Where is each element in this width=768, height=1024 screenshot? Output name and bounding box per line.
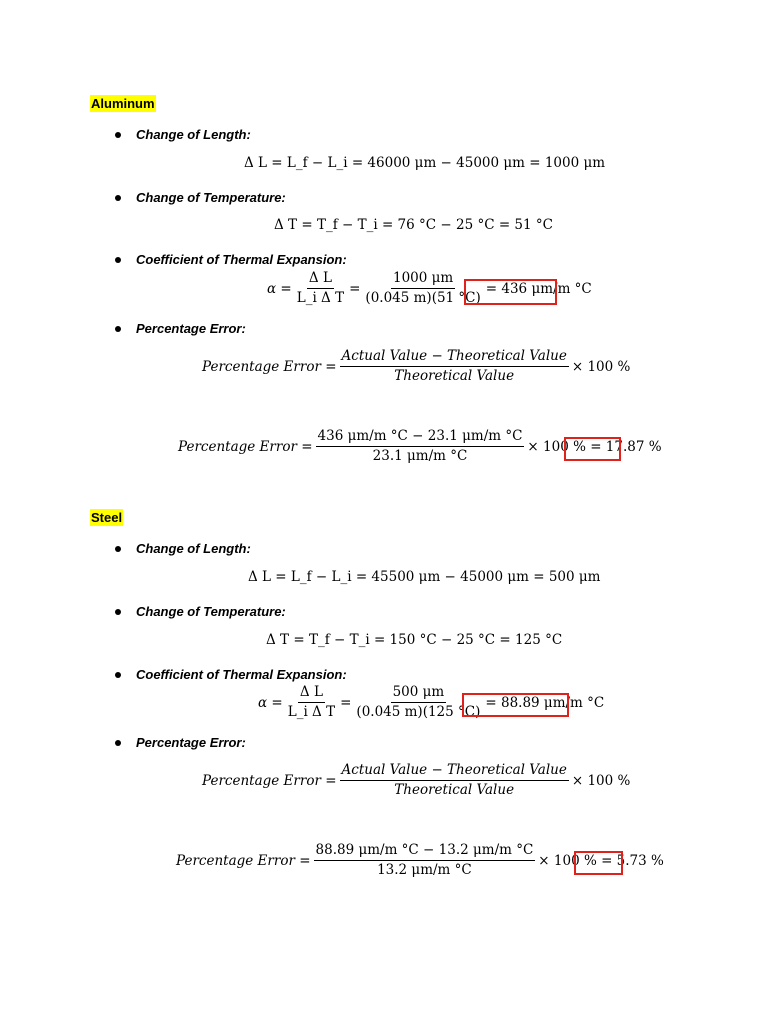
- numerator: 500 μm: [391, 684, 447, 703]
- numerator: 88.89 μm/m °C − 13.2 μm/m °C: [314, 842, 536, 861]
- denominator: 23.1 μm/m °C: [372, 448, 468, 464]
- calc-lhs: Percentage Error =: [178, 438, 313, 455]
- numerator: 436 μm/m °C − 23.1 μm/m °C: [316, 428, 525, 447]
- equals-sign: =: [340, 694, 352, 711]
- fraction: [340, 762, 569, 799]
- bullet-percentage-error: [136, 735, 246, 750]
- denominator: 13.2 μm/m °C: [377, 862, 472, 878]
- formula-lhs: Percentage Error =: [202, 358, 337, 375]
- section-heading-aluminum: Aluminum: [91, 96, 155, 111]
- bullet-label: Change of Temperature:: [136, 190, 286, 205]
- denominator: Theoretical Value: [394, 368, 515, 384]
- denominator: L_i Δ T: [296, 290, 345, 306]
- bullet-label: Percentage Error:: [136, 735, 246, 750]
- bullet-coefficient-of-thermal-expansion: [136, 252, 347, 267]
- bullet-label: Coefficient of Thermal Expansion:: [136, 252, 347, 267]
- bullet-label: Change of Temperature:: [136, 604, 286, 619]
- equals-sign: =: [349, 280, 361, 297]
- equation-change-of-temperature: Δ T = T_f − T_i = 76 °C − 25 °C = 51 °C: [274, 217, 553, 233]
- bullet-change-of-temperature: [136, 604, 286, 619]
- annotation-box: [464, 279, 557, 305]
- equation-change-of-temperature: Δ T = T_f − T_i = 150 °C − 25 °C = 125 °C: [266, 632, 563, 648]
- alpha-lhs: α =: [258, 694, 283, 711]
- numerator: Actual Value − Theoretical Value: [340, 762, 569, 781]
- numerator: 1000 μm: [391, 270, 455, 289]
- bullet-change-of-length: [136, 127, 251, 142]
- equation-percentage-error-formula: [202, 762, 630, 799]
- calc-tail: × 100 % = 5.73 %: [538, 852, 664, 869]
- bullet-dot: [115, 132, 121, 138]
- alpha-lhs: α =: [267, 280, 292, 297]
- fraction: [286, 684, 337, 721]
- bullet-change-of-temperature: [136, 190, 286, 205]
- section-heading-steel: Steel: [91, 510, 123, 525]
- fraction: [340, 348, 569, 385]
- calc-tail: × 100 % = 17.87 %: [527, 438, 662, 455]
- bullet-label: Change of Length:: [136, 127, 251, 142]
- bullet-percentage-error: [136, 321, 246, 336]
- bullet-dot: [115, 326, 121, 332]
- denominator: Theoretical Value: [394, 782, 515, 798]
- bullet-label: Coefficient of Thermal Expansion:: [136, 667, 347, 682]
- numerator: Δ L: [298, 684, 325, 703]
- result-value: = 88.89 μm/m °C: [485, 694, 605, 711]
- fraction: [295, 270, 346, 307]
- annotation-box: [564, 437, 621, 461]
- bullet-dot: [115, 546, 121, 552]
- denominator: (0.045 m)(125 °C): [356, 704, 481, 720]
- bullet-dot: [115, 257, 121, 263]
- result-value: = 436 μm/m °C: [485, 280, 592, 297]
- bullet-label: Change of Length:: [136, 541, 251, 556]
- numerator: Actual Value − Theoretical Value: [340, 348, 569, 367]
- fraction: [316, 428, 525, 465]
- denominator: L_i Δ T: [287, 704, 336, 720]
- calc-lhs: Percentage Error =: [176, 852, 311, 869]
- annotation-box: [574, 851, 623, 875]
- bullet-label: Percentage Error:: [136, 321, 246, 336]
- equation-percentage-error-formula: [202, 348, 630, 385]
- bullet-dot: [115, 740, 121, 746]
- fraction: [314, 842, 536, 879]
- bullet-dot: [115, 195, 121, 201]
- equation-change-of-length: Δ L = L_f − L_i = 46000 μm − 45000 μm = 1000 μm: [244, 155, 606, 171]
- formula-tail: × 100 %: [571, 358, 631, 375]
- numerator: Δ L: [307, 270, 334, 289]
- bullet-change-of-length: [136, 541, 251, 556]
- annotation-box: [462, 693, 569, 717]
- formula-tail: × 100 %: [571, 772, 631, 789]
- bullet-coefficient-of-thermal-expansion: [136, 667, 347, 682]
- formula-lhs: Percentage Error =: [202, 772, 337, 789]
- bullet-dot: [115, 672, 121, 678]
- equation-change-of-length: Δ L = L_f − L_i = 45500 μm − 45000 μm = 500 μm: [248, 569, 601, 585]
- denominator: (0.045 m)(51 °C): [365, 290, 481, 306]
- bullet-dot: [115, 609, 121, 615]
